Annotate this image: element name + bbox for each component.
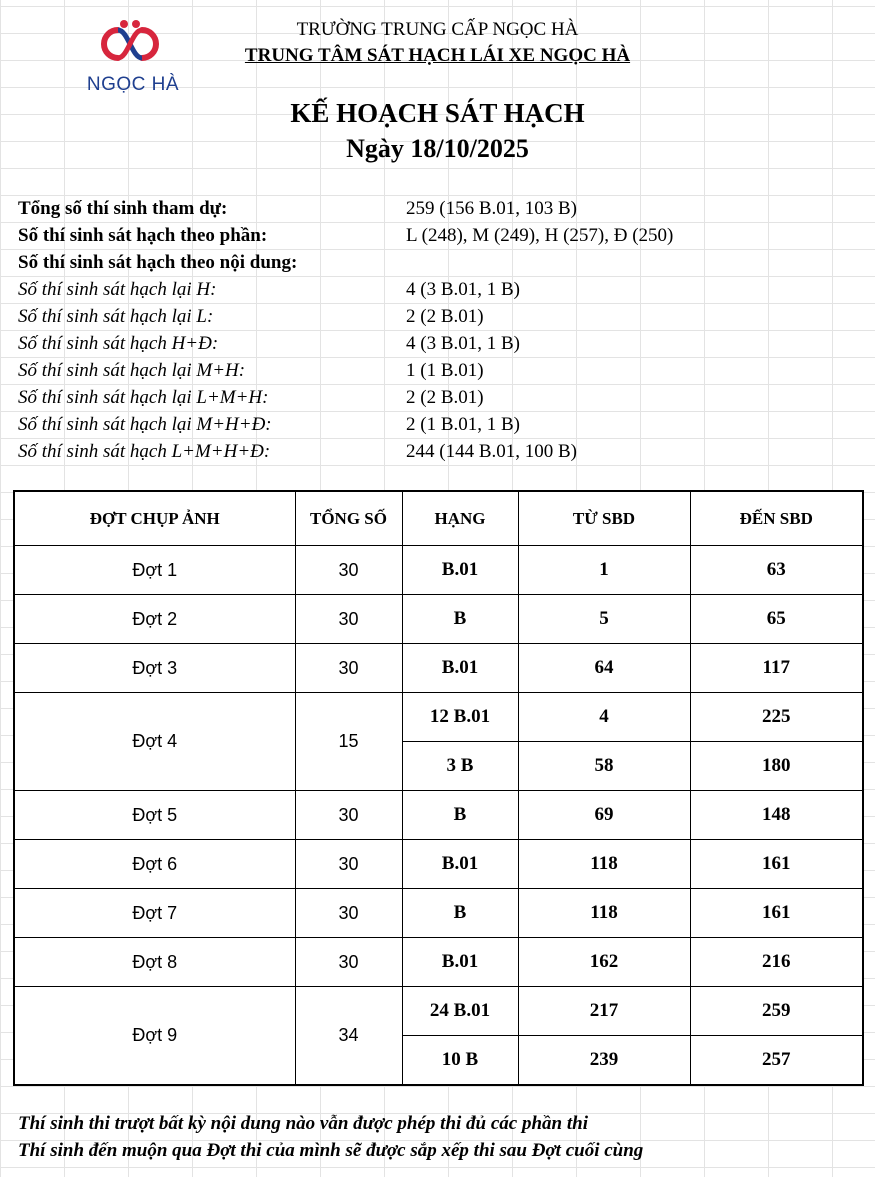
cell-tu: 1 (518, 546, 690, 595)
cell-tu: 239 (518, 1036, 690, 1086)
table-row (14, 840, 863, 889)
stat-row: Số thí sinh sát hạch lại M+H+Đ: 2 (1 B.01, 1 B) (18, 414, 520, 435)
cell-dot: Đợt 3 (14, 644, 295, 693)
cell-tu: 217 (518, 987, 690, 1036)
schedule-table (13, 490, 864, 1086)
cell-dot: Đợt 8 (14, 938, 295, 987)
stat-row: Số thí sinh sát hạch theo phần: L (248), M (249), H (257), Đ (250) (18, 225, 674, 246)
cell-den: 257 (690, 1036, 863, 1086)
stat-row: Số thí sinh sát hạch lại H: 4 (3 B.01, 1 B) (18, 279, 520, 300)
stat-row: Tổng số thí sinh tham dự: 259 (156 B.01, 103 B) (18, 198, 577, 219)
cell-den: 63 (690, 546, 863, 595)
stat-row: Số thí sinh sát hạch lại M+H: 1 (1 B.01) (18, 360, 484, 381)
cell-hang: B (402, 889, 518, 938)
cell-hang: B.01 (402, 938, 518, 987)
table-row (14, 693, 863, 742)
cell-hang: B.01 (402, 546, 518, 595)
cell-dot: Đợt 5 (14, 791, 295, 840)
table-row (14, 791, 863, 840)
cell-tong: 30 (295, 546, 402, 595)
cell-den: 161 (690, 889, 863, 938)
cell-dot: Đợt 4 (14, 693, 295, 791)
cell-den: 148 (690, 791, 863, 840)
cell-tu: 69 (518, 791, 690, 840)
page-date: Ngày 18/10/2025 (346, 134, 529, 163)
cell-tu: 5 (518, 595, 690, 644)
cell-dot: Đợt 7 (14, 889, 295, 938)
cell-tu: 162 (518, 938, 690, 987)
cell-hang: 24 B.01 (402, 987, 518, 1036)
cell-den: 117 (690, 644, 863, 693)
cell-den: 180 (690, 742, 863, 791)
table-row (14, 987, 863, 1036)
cell-tong: 34 (295, 987, 402, 1086)
page-title: KẾ HOẠCH SÁT HẠCH (290, 98, 585, 128)
note-line: Thí sinh đến muộn qua Đợt thi của mình sẽ được sắp xếp thi sau Đợt cuối cùng (18, 1140, 644, 1161)
table-row (14, 938, 863, 987)
cell-tong: 30 (295, 791, 402, 840)
cell-tu: 4 (518, 693, 690, 742)
cell-hang: B (402, 595, 518, 644)
center-name: TRUNG TÂM SÁT HẠCH LÁI XE NGỌC HÀ (244, 45, 631, 66)
stat-row: Số thí sinh sát hạch H+Đ: 4 (3 B.01, 1 B) (18, 333, 520, 354)
table-row (14, 644, 863, 693)
cell-den: 161 (690, 840, 863, 889)
cell-tong: 30 (295, 595, 402, 644)
cell-tong: 30 (295, 938, 402, 987)
cell-hang: 3 B (402, 742, 518, 791)
table-header-row (14, 491, 863, 546)
logo-text: NGỌC HÀ (86, 74, 180, 95)
col-header-tu-sbd: TỪ SBD (518, 491, 690, 546)
cell-hang: B (402, 791, 518, 840)
cell-hang: 10 B (402, 1036, 518, 1086)
col-header-den-sbd: ĐẾN SBD (690, 491, 863, 546)
stat-row: Số thí sinh sát hạch lại L+M+H: 2 (2 B.01) (18, 387, 484, 408)
cell-tu: 118 (518, 840, 690, 889)
cell-dot: Đợt 1 (14, 546, 295, 595)
cell-den: 65 (690, 595, 863, 644)
note-line: Thí sinh thi trượt bất kỳ nội dung nào vẫn được phép thi đủ các phần thi (18, 1113, 588, 1134)
cell-tong: 15 (295, 693, 402, 791)
col-header-tong-so: TỔNG SỐ (295, 491, 402, 546)
cell-tu: 58 (518, 742, 690, 791)
table-row (14, 546, 863, 595)
cell-tu: 118 (518, 889, 690, 938)
cell-hang: B.01 (402, 840, 518, 889)
cell-dot: Đợt 6 (14, 840, 295, 889)
cell-tu: 64 (518, 644, 690, 693)
cell-tong: 30 (295, 889, 402, 938)
cell-dot: Đợt 2 (14, 595, 295, 644)
cell-tong: 30 (295, 644, 402, 693)
cell-den: 259 (690, 987, 863, 1036)
table-row (14, 889, 863, 938)
table-row (14, 595, 863, 644)
col-header-dot: ĐỢT CHỤP ẢNH (14, 491, 295, 546)
cell-dot: Đợt 9 (14, 987, 295, 1086)
cell-hang: 12 B.01 (402, 693, 518, 742)
stat-row: Số thí sinh sát hạch L+M+H+Đ: 244 (144 B.01, 100 B) (18, 441, 577, 462)
stat-row: Số thí sinh sát hạch lại L: 2 (2 B.01) (18, 306, 484, 327)
cell-tong: 30 (295, 840, 402, 889)
stat-row: Số thí sinh sát hạch theo nội dung: (18, 252, 298, 273)
cell-hang: B.01 (402, 644, 518, 693)
cell-den: 216 (690, 938, 863, 987)
cell-den: 225 (690, 693, 863, 742)
school-name: TRƯỜNG TRUNG CẤP NGỌC HÀ (296, 19, 579, 40)
col-header-hang: HẠNG (402, 491, 518, 546)
